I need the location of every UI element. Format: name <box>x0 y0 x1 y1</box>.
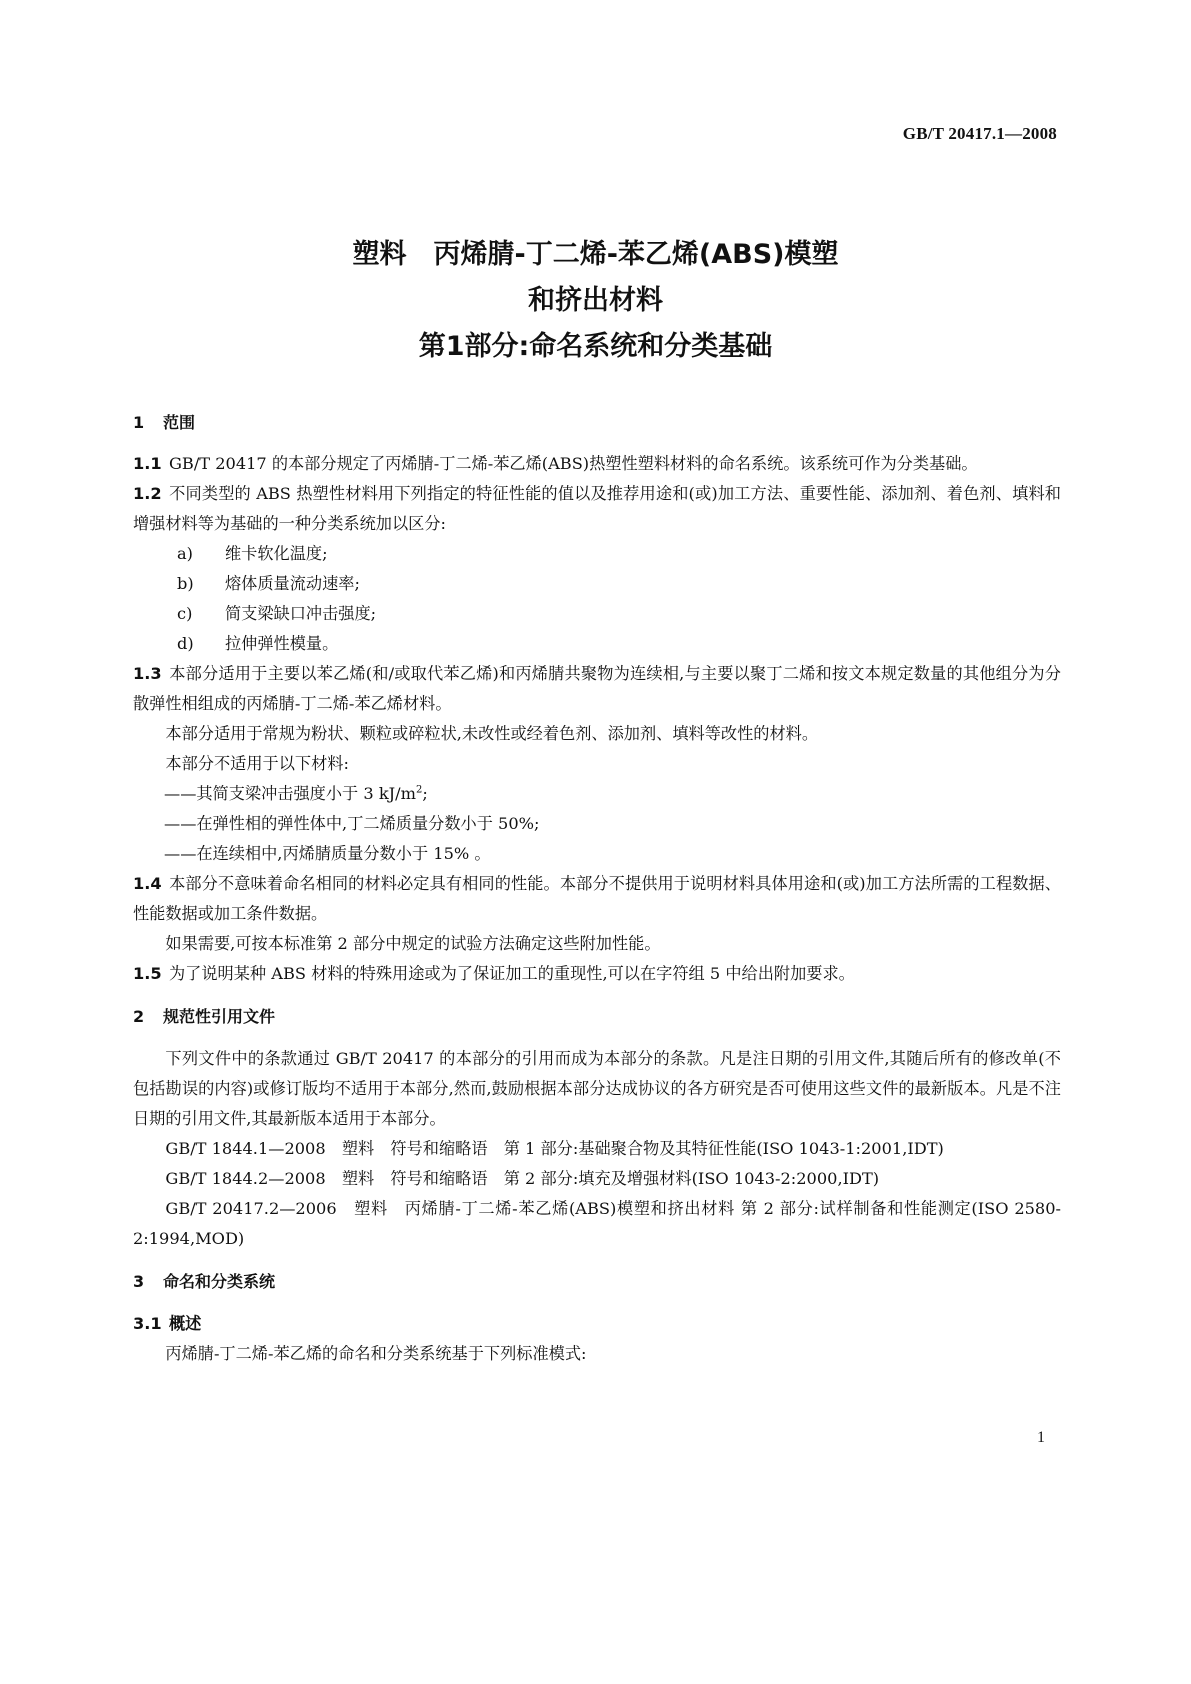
document-title <box>140 232 1051 370</box>
list-item <box>133 569 1061 599</box>
document-body <box>133 408 1061 1369</box>
section-heading-scope <box>133 408 1061 438</box>
dash-item: ——在连续相中,丙烯腈质量分数小于 15% 。 <box>164 844 491 863</box>
dash-text-end: ; <box>422 784 428 803</box>
clause-text: 不同类型的 ABS 热塑性材料用下列指定的特征性能的值以及推荐用途和(或)加工方法、重要性能、添加剂、着色剂、填料和增强材料等为基础的一种分类系统加以区分: <box>133 484 1061 533</box>
dash-item: ——在弹性相的弹性体中,丁二烯质量分数小于 50%; <box>164 814 540 833</box>
list-item <box>133 599 1061 629</box>
dash-item <box>133 779 1061 809</box>
paragraph: 如果需要,可按本标准第 2 部分中规定的试验方法确定这些附加性能。 <box>165 934 661 953</box>
clause-1-1 <box>133 449 1061 479</box>
title-line-1: 塑料 丙烯腈-丁二烯-苯乙烯(ABS)模塑 <box>352 239 839 270</box>
paragraph: 丙烯腈-丁二烯-苯乙烯的命名和分类系统基于下列标准模式: <box>165 1344 587 1363</box>
clause-number: 1.1 <box>133 454 162 473</box>
clause-text: 本部分不意味着命名相同的材料必定具有相同的性能。本部分不提供用于说明材料具体用途和(或)加工方法所需的工程数据、性能数据或加工条件数据。 <box>133 874 1061 923</box>
page-number: 1 <box>1037 1429 1045 1446</box>
clause-text: 本部分适用于主要以苯乙烯(和/或取代苯乙烯)和丙烯腈共聚物为连续相,与主要以聚丁二烯和按文本规定数量的其他组分为分散弹性相组成的丙烯腈-丁二烯-苯乙烯材料。 <box>133 664 1061 713</box>
list-label: b) <box>177 574 194 593</box>
clause-1-3 <box>133 659 1061 719</box>
reference-item: GB/T 1844.1—2008 塑料 符号和缩略语 第 1 部分:基础聚合物及其特征性能(ISO 1043-1:2001,IDT) <box>165 1139 944 1158</box>
list-label: a) <box>177 544 193 563</box>
list-item <box>133 629 1061 659</box>
list-label: c) <box>177 604 193 623</box>
list-text: 维卡软化温度; <box>225 544 328 563</box>
list-text: 熔体质量流动速率; <box>225 574 360 593</box>
list-label: d) <box>177 634 194 653</box>
section-number: 2 <box>133 1007 145 1026</box>
title-line-2: 和挤出材料 <box>528 285 663 316</box>
clause-number: 1.4 <box>133 874 162 893</box>
clause-number: 3.1 <box>133 1314 162 1333</box>
title-line-3: 第1部分:命名系统和分类基础 <box>418 331 773 362</box>
subclause-heading <box>133 1309 1061 1339</box>
section-title: 命名和分类系统 <box>163 1272 276 1291</box>
clause-1-2 <box>133 479 1061 539</box>
dash-text: ——其简支梁冲击强度小于 3 kJ/m <box>164 784 416 803</box>
superscript: 2 <box>415 784 423 796</box>
list-text: 简支梁缺口冲击强度; <box>225 604 377 623</box>
paragraph: 本部分不适用于以下材料: <box>165 754 349 773</box>
paragraph: 下列文件中的条款通过 GB/T 20417 的本部分的引用而成为本部分的条款。凡是注日期的引用文件,其随后所有的修改单(不包括勘误的内容)或修订版均不适用于本部分,然而,鼓励根据本部分达成协议的各方研究是否可使用这些文件的最新版本。凡是不注日期的引用文件,其最新版本适用于本部分。 <box>133 1049 1061 1128</box>
clause-text: GB/T 20417 的本部分规定了丙烯腈-丁二烯-苯乙烯(ABS)热塑性塑料材料的命名系统。该系统可作为分类基础。 <box>169 454 978 473</box>
section-number: 3 <box>133 1272 145 1291</box>
section-heading-designation-system <box>133 1267 1061 1297</box>
clause-number: 1.5 <box>133 964 162 983</box>
section-heading-normative-references <box>133 1002 1061 1032</box>
list-text: 拉伸弹性模量。 <box>225 634 339 653</box>
reference-item: GB/T 20417.2—2006 塑料 丙烯腈-丁二烯-苯乙烯(ABS)模塑和挤出材料 第 2 部分:试样制备和性能测定(ISO 2580-2:1994,MOD) <box>133 1199 1061 1248</box>
section-title: 规范性引用文件 <box>163 1007 276 1026</box>
clause-text: 为了说明某种 ABS 材料的特殊用途或为了保证加工的重现性,可以在字符组 5 中给出附加要求。 <box>169 964 855 983</box>
section-title: 范围 <box>163 413 196 432</box>
clause-number: 1.2 <box>133 484 162 503</box>
list-item <box>133 539 1061 569</box>
reference-item: GB/T 1844.2—2008 塑料 符号和缩略语 第 2 部分:填充及增强材料(ISO 1043-2:2000,IDT) <box>165 1169 880 1188</box>
standard-number-header: GB/T 20417.1—2008 <box>902 124 1057 143</box>
clause-number: 1.3 <box>133 664 162 683</box>
clause-1-4 <box>133 869 1061 929</box>
clause-1-5 <box>133 959 1061 989</box>
subclause-title: 概述 <box>169 1314 202 1333</box>
paragraph: 本部分适用于常规为粉状、颗粒或碎粒状,未改性或经着色剂、添加剂、填料等改性的材料。 <box>165 724 819 743</box>
section-number: 1 <box>133 413 145 432</box>
